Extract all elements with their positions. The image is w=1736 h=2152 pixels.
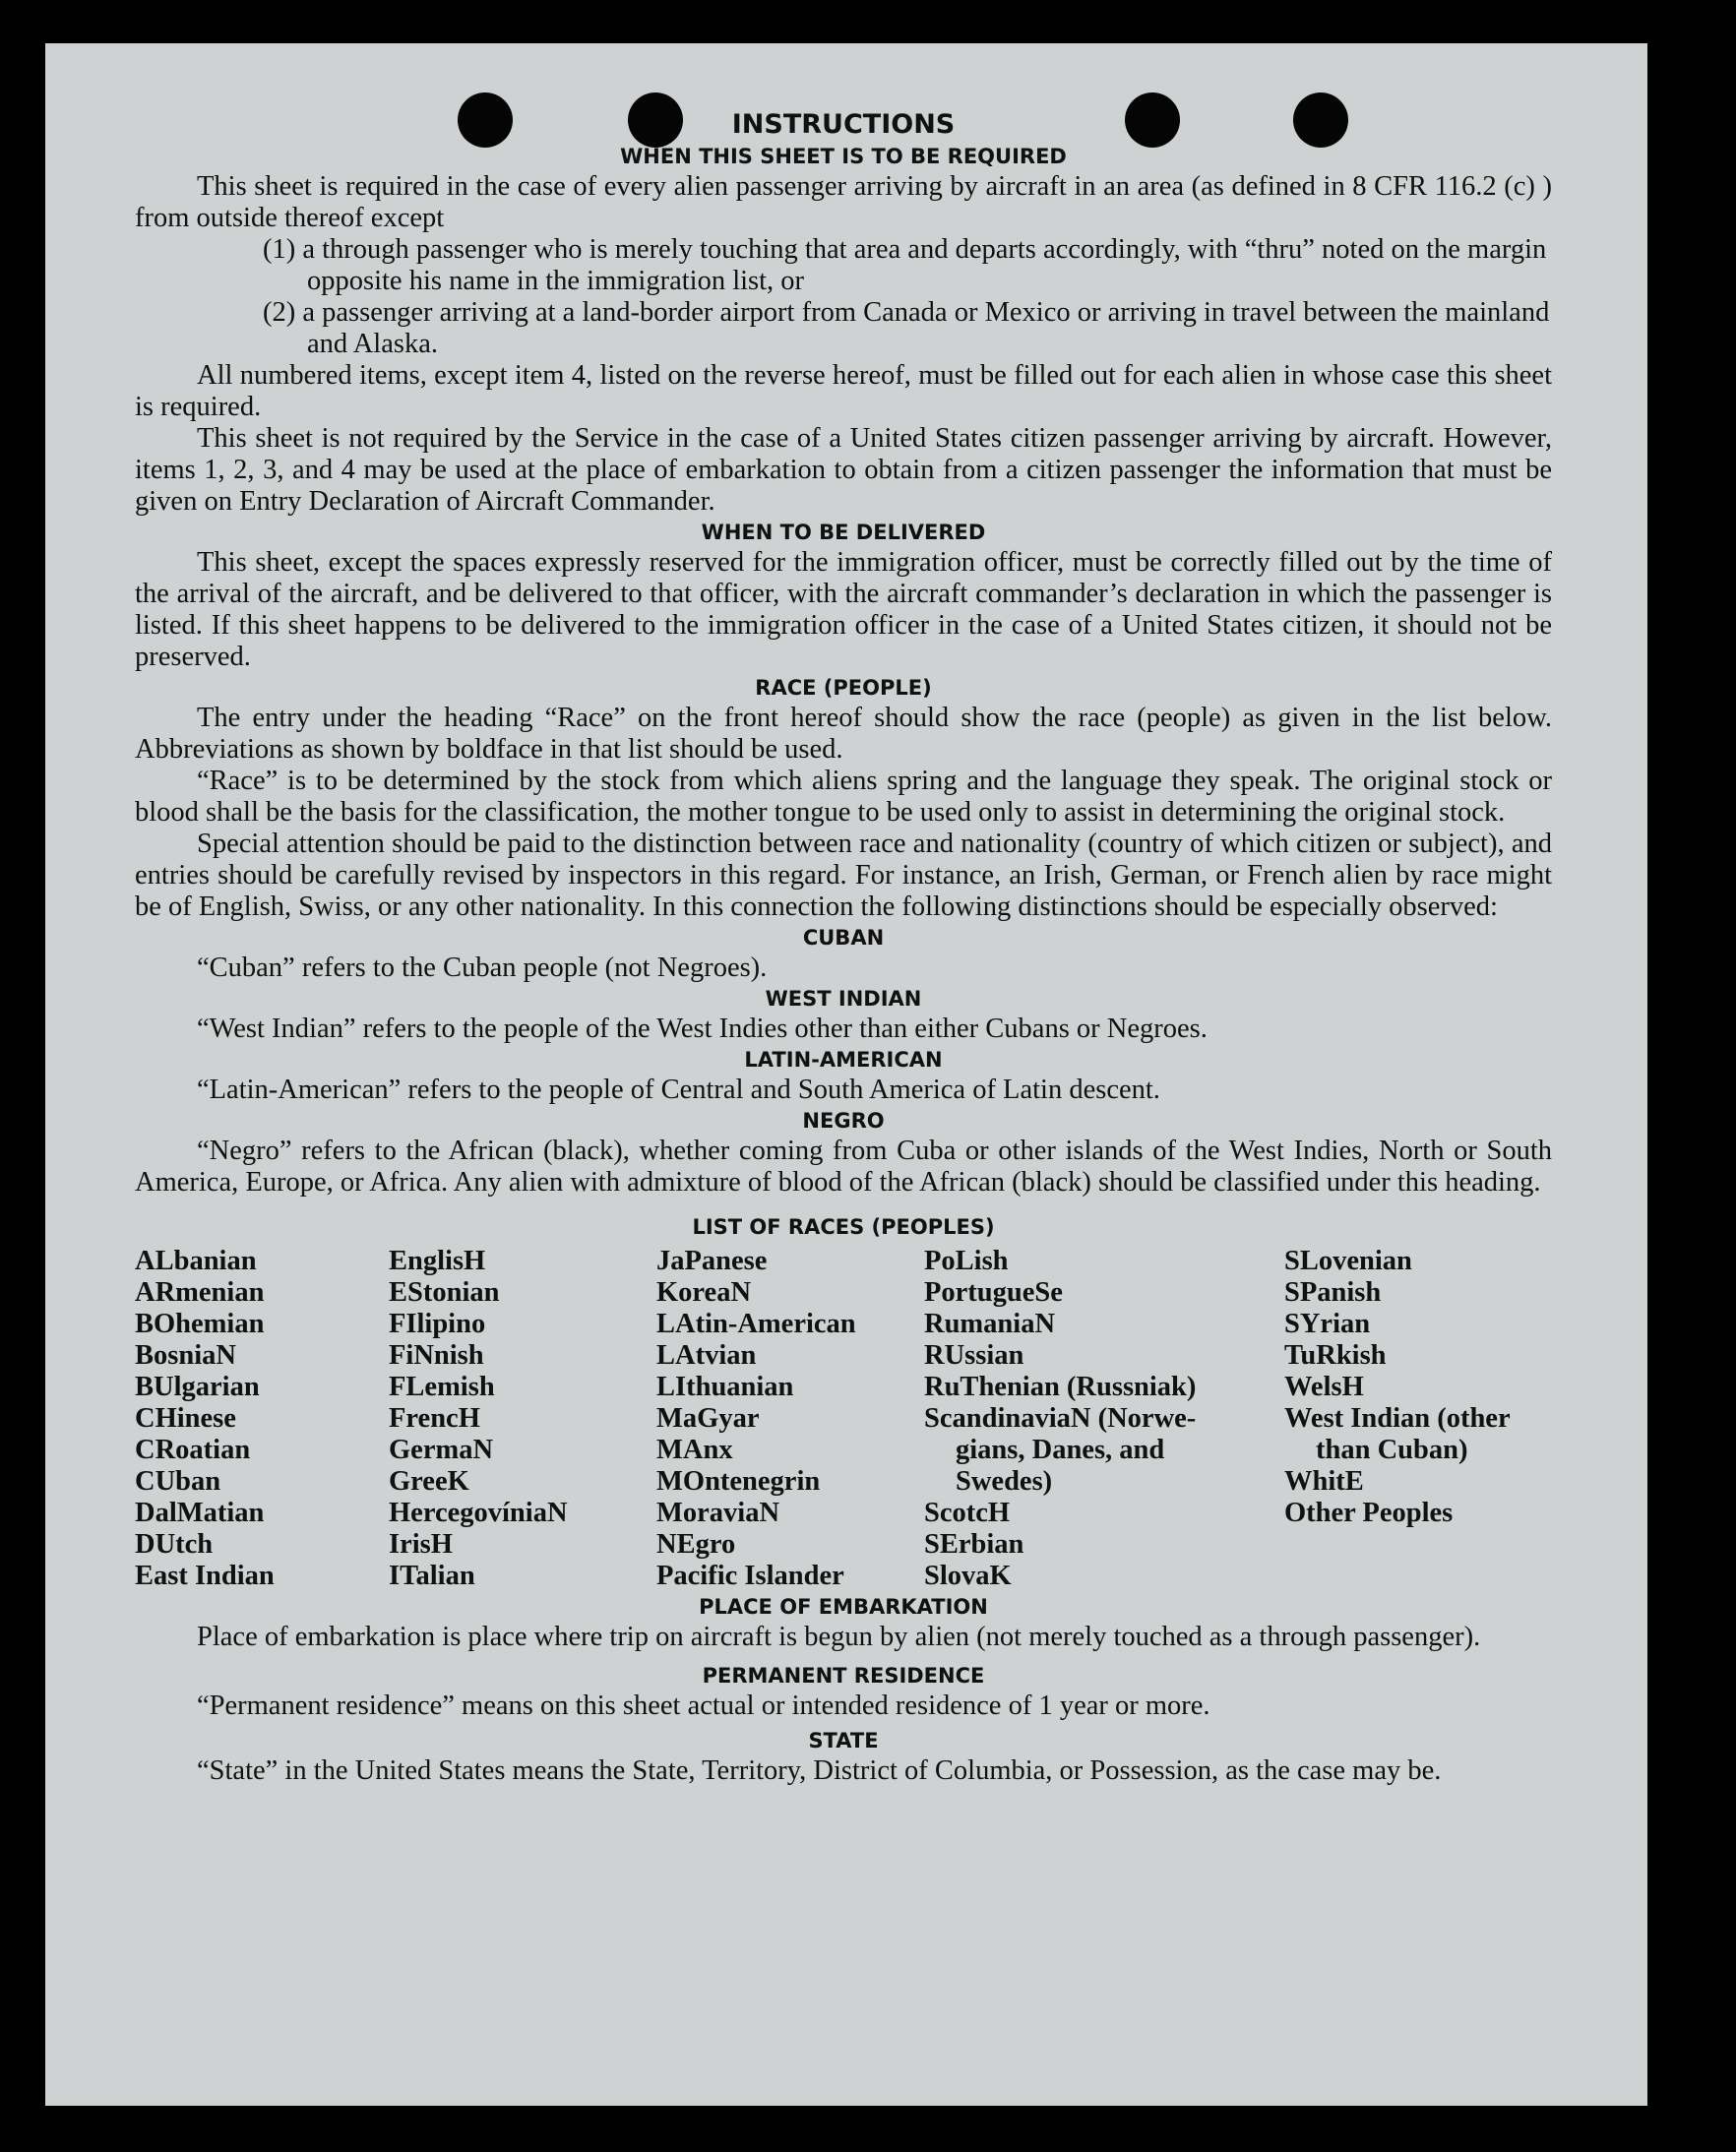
race-entry: RuThenian (Russniak) [924,1372,1197,1402]
race-entry: HercegovíniaN [389,1498,568,1528]
race-entry: LAtin-American [656,1309,856,1339]
races-column [924,1246,1284,1592]
paragraph: “State” in the United States means the State, Territory, District of Columbia, or Possession, as the case may be. [197,1755,1442,1786]
race-entry: FiNnish [389,1340,484,1371]
paragraph: This sheet is required in the case of every alien passenger arriving by aircraft in an area (as defined in 8 CFR 116.2 (c) ) from outside thereof except [135,171,1552,233]
section-heading-when-required: WHEN THIS SHEET IS TO BE REQUIRED [620,145,1067,168]
section-heading-west-indian: WEST INDIAN [765,987,922,1011]
race-entry: SlovaK [924,1561,1012,1591]
paragraph: This sheet, except the spaces expressly reserved for the immigration officer, must be correctly filled out by the time of the arrival of the aircraft, and be delivered to that officer, with the aircraft commander’s declaration in which the passenger is listed. If this sheet happens to be delivered to the immigration officer in the case of a United States citizen, it should not be preserved. [135,547,1552,672]
page-title: INSTRUCTIONS [731,109,956,140]
race-entry: MOntenegrin [656,1466,821,1497]
race-entry: IrisH [389,1529,453,1560]
section-heading-negro: NEGRO [802,1109,885,1133]
section-heading-list-of-races: LIST OF RACES (PEOPLES) [692,1215,995,1239]
race-entry: SLovenian [1284,1246,1412,1276]
instructions-body [135,108,1552,1787]
race-entry: KoreaN [656,1277,752,1308]
paragraph: All numbered items, except item 4, listed on the reverse hereof, must be filled out for each alien in whose case this sheet is required. [135,360,1552,422]
paragraph: “Permanent residence” means on this sheet actual or intended residence of 1 year or more. [197,1691,1210,1721]
race-entry: RumaniaN [924,1309,1056,1339]
race-entry: SErbian [924,1529,1024,1560]
races-column [656,1246,924,1592]
race-entry: East Indian [135,1561,275,1591]
section-heading-when-delivered: WHEN TO BE DELIVERED [701,521,986,544]
race-entry: BUlgarian [135,1372,260,1402]
race-entry: Swedes) [956,1466,1053,1497]
section-heading-state: STATE [808,1729,879,1752]
races-column [135,1246,389,1592]
race-entry: CHinese [135,1403,236,1434]
section-heading-embarkation: PLACE OF EMBARKATION [699,1595,988,1619]
race-entry: BosniaN [135,1340,236,1371]
race-entry: WelsH [1284,1372,1364,1402]
race-entry: NEgro [656,1529,736,1560]
race-entry: than Cuban) [1316,1435,1468,1465]
race-entry: SYrian [1284,1309,1371,1339]
race-entry: LIthuanian [656,1372,794,1402]
race-entry: EnglisH [389,1246,486,1276]
races-column [1284,1246,1552,1592]
section-heading-race: RACE (PEOPLE) [755,676,932,700]
race-entry: FLemish [389,1372,495,1402]
race-entry: gians, Danes, and [956,1435,1165,1465]
race-entry: MaGyar [656,1403,760,1434]
race-entry: ScandinaviaN (Norwe- [924,1403,1197,1434]
section-heading-latin-american: LATIN-AMERICAN [744,1048,943,1072]
paragraph: This sheet is not required by the Service in the case of a United States citizen passenger arriving by aircraft. However, items 1, 2, 3, and 4 may be used at the place of embarkation to obtain from a citizen passenger the information that must be given on Entry Declaration of Aircraft Commander. [135,423,1552,517]
race-entry: LAtvian [656,1340,757,1371]
race-entry: MoraviaN [656,1498,780,1528]
race-entry: ARmenian [135,1277,265,1308]
race-entry: ITalian [389,1561,475,1591]
race-entry: CRoatian [135,1435,251,1465]
race-entry: West Indian (other [1284,1403,1511,1434]
race-entry: PoLish [924,1246,1009,1276]
race-entry: GreeK [389,1466,469,1497]
race-entry: BOhemian [135,1309,265,1339]
race-entry: Other Peoples [1284,1498,1454,1528]
paragraph: The entry under the heading “Race” on the front hereof should show the race (people) as given in the list below. Abbreviations as shown by boldface in that list should be used. [135,703,1552,765]
paragraph: “Race” is to be determined by the stock from which aliens spring and the language they speak. The original stock or blood shall be the basis for the classification, the mother tongue to be used only to assist in determining the original stock. [135,766,1552,828]
paragraph: “Latin-American” refers to the people of Central and South America of Latin descent. [197,1075,1160,1105]
races-list [135,1246,1552,1592]
paragraph: “Cuban” refers to the Cuban people (not Negroes). [197,953,768,983]
paragraph: Special attention should be paid to the distinction between race and nationality (country of which citizen or subject), and entries should be carefully revised by inspectors in this regard. For instance, an Irish, German, or French alien by race might be of English, Swiss, or any other nationality. In this connection the following distinctions should be especially observed: [135,829,1552,922]
race-entry: TuRkish [1284,1340,1387,1371]
races-column [389,1246,656,1592]
list-item: (2) a passenger arriving at a land-border airport from Canada or Mexico or arriving in travel between the mainland and Alaska. [263,297,1550,359]
race-entry: DalMatian [135,1498,265,1528]
race-entry: EStonian [389,1277,500,1308]
race-entry: JaPanese [656,1246,768,1276]
race-entry: FrencH [389,1403,480,1434]
race-entry: CUban [135,1466,221,1497]
race-entry: SPanish [1284,1277,1382,1308]
section-heading-permanent-residence: PERMANENT RESIDENCE [702,1664,985,1688]
list-item: (1) a through passenger who is merely touching that area and departs accordingly, with “thru” noted on the margin opposite his name in the immigration list, or [263,234,1547,296]
race-entry: ALbanian [135,1246,257,1276]
paragraph: “West Indian” refers to the people of the West Indies other than either Cubans or Negroes. [197,1014,1208,1044]
race-entry: DUtch [135,1529,214,1560]
race-entry: FIlipino [389,1309,486,1339]
race-entry: WhitE [1284,1466,1364,1497]
paragraph: “Negro” refers to the African (black), whether coming from Cuba or other islands of the West Indies, North or South America, Europe, or Africa. Any alien with admixture of blood of the African (black) should be classified under this heading. [135,1136,1552,1198]
race-entry: ScotcH [924,1498,1011,1528]
race-entry: RUssian [924,1340,1024,1371]
race-entry: GermaN [389,1435,494,1465]
race-entry: PortugueSe [924,1277,1063,1308]
race-entry: MAnx [656,1435,733,1465]
race-entry: Pacific Islander [656,1561,844,1591]
paragraph: Place of embarkation is place where trip on aircraft is begun by alien (not merely touched as a through passenger). [197,1622,1481,1652]
section-heading-cuban: CUBAN [802,926,885,950]
document-sheet [45,43,1647,2106]
